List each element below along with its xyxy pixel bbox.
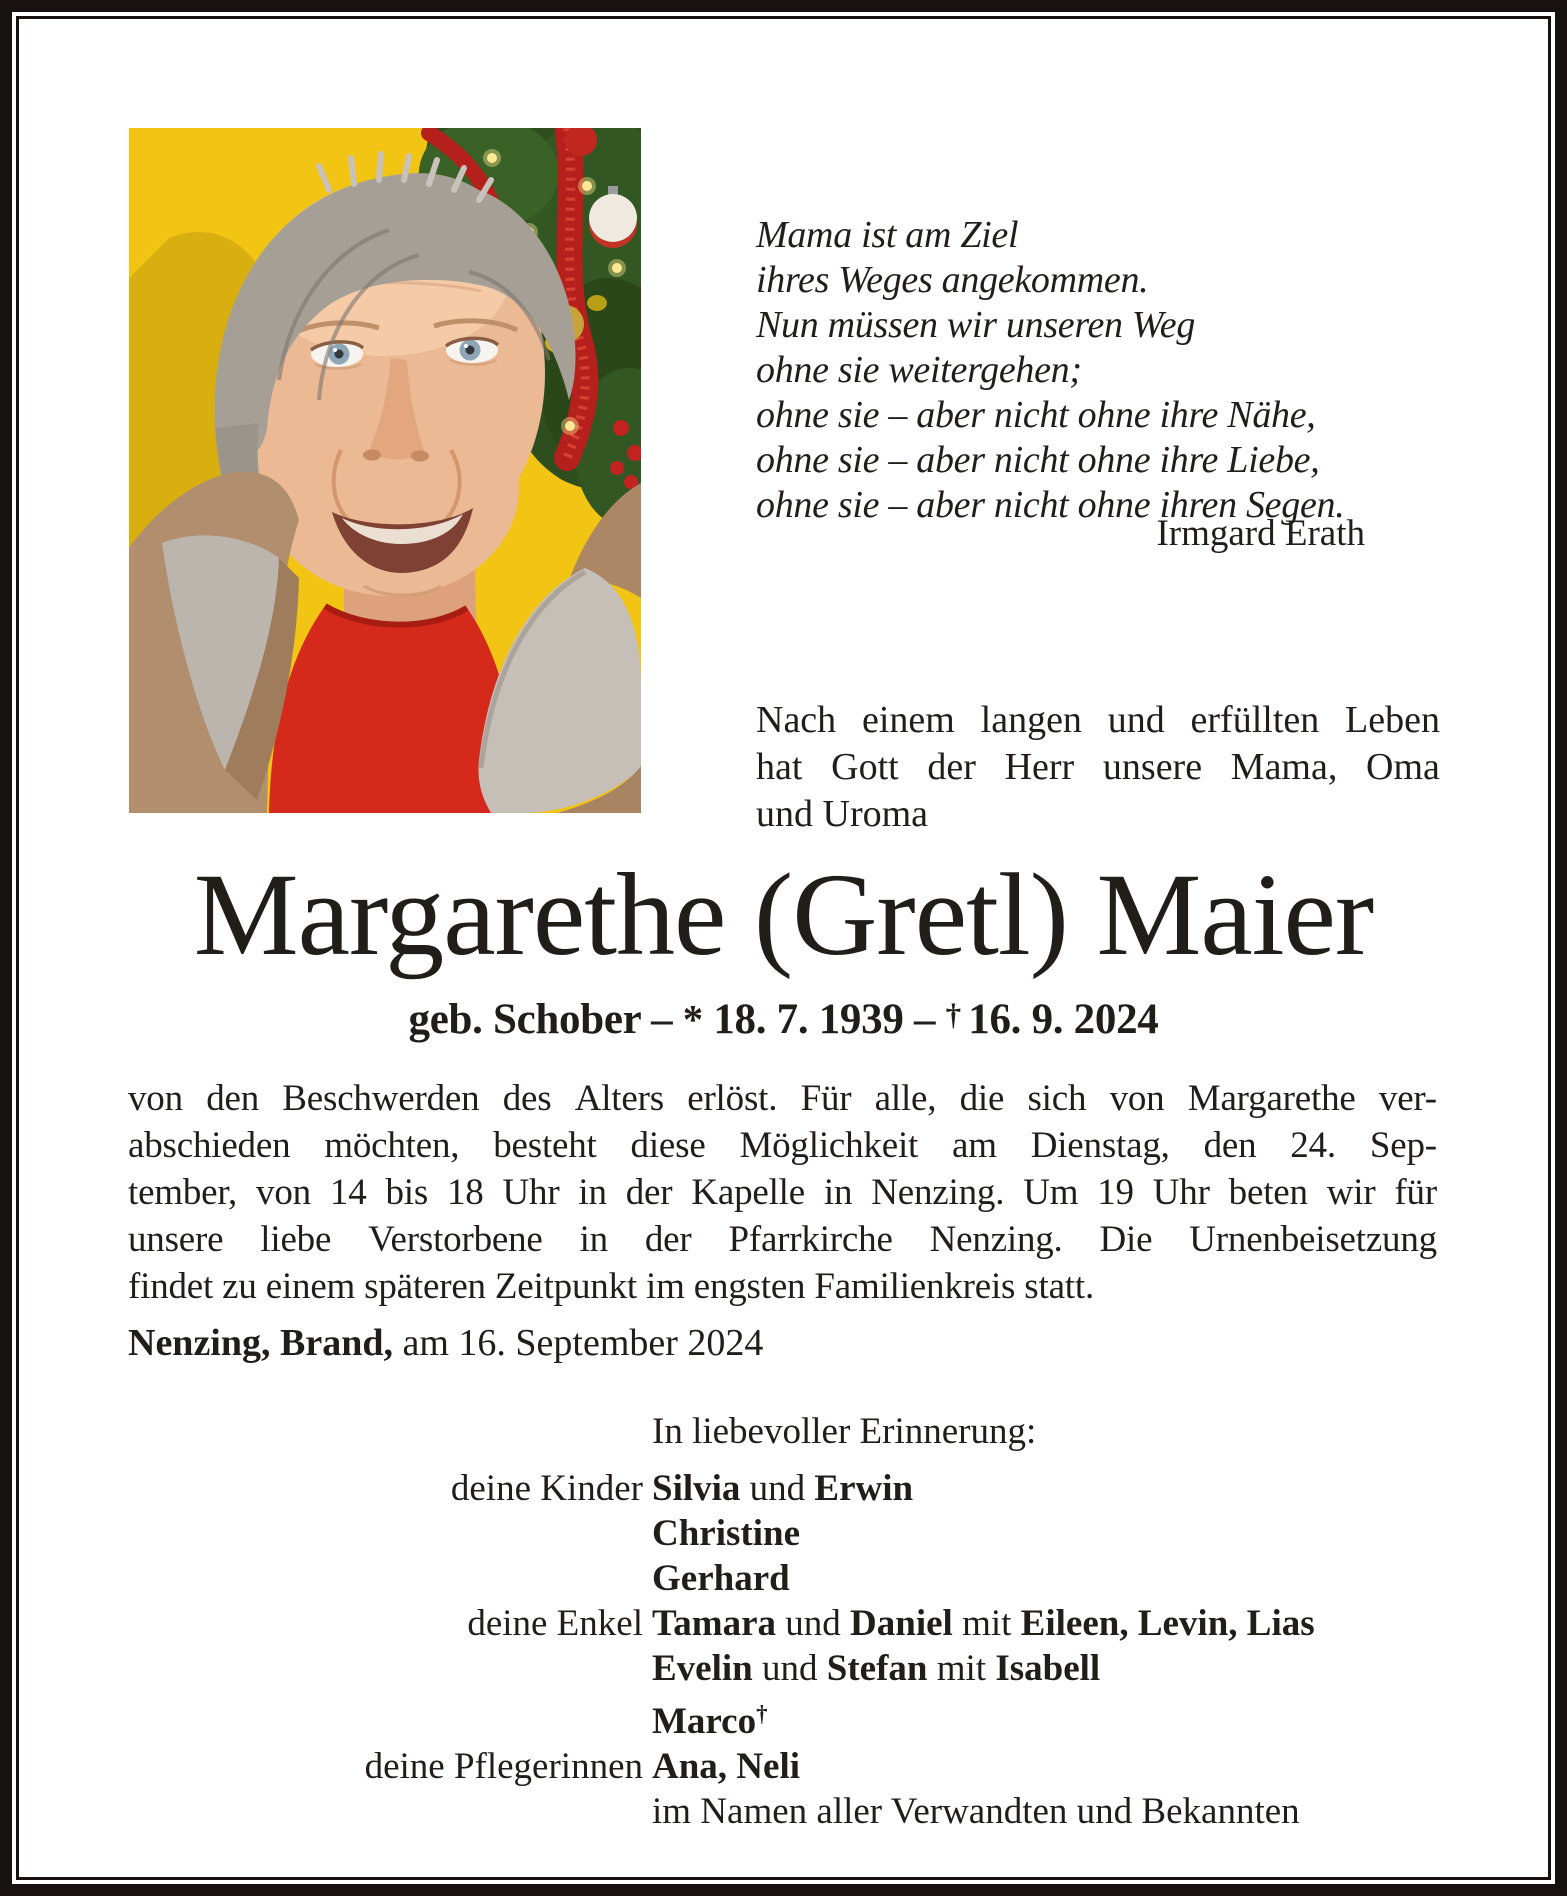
remembrance-row [128,1556,1528,1601]
word: Mama, [1230,746,1338,788]
name-part: Daniel [850,1603,953,1644]
birth-death-line [19,995,1548,1044]
word: Sep- [1369,1125,1437,1166]
connector-text: mit [952,1603,1021,1644]
poem [756,213,1416,528]
connector-text: und [776,1603,851,1644]
word: in [579,1219,608,1260]
word: Beschwerden [282,1078,480,1119]
word: der [625,1172,673,1213]
remembrance-label: deine Pflegerinnen [364,1745,643,1787]
remembrance-label: deine Kinder [450,1468,643,1509]
word: Oma [1366,746,1440,788]
text-line [128,1169,1437,1216]
name-part: Silvia [652,1468,741,1509]
word: von [128,1078,183,1119]
word: die [959,1078,1005,1119]
name-part: † [756,1701,768,1726]
name-part: Gerhard [652,1558,790,1599]
word: erlöst. [687,1078,778,1119]
word: beten [1228,1172,1308,1213]
word: Nach [756,699,837,741]
word: Verstorbene [368,1219,543,1260]
remembrance-names [643,1466,913,1511]
word: Pfarrkirche [728,1219,893,1260]
word: Uhr [1152,1172,1210,1213]
body-paragraph [128,1075,1437,1310]
connector-text: und [752,1648,827,1689]
word: Um [1023,1172,1079,1213]
remembrance-names [643,1789,1300,1834]
word: Dienstag, [1030,1125,1170,1166]
remembrance-names [643,1646,1100,1691]
word: Nenzing. [929,1219,1063,1260]
maiden-name: geb. Schober – [408,996,683,1043]
name-part: Tamara [652,1603,777,1644]
text-line [756,697,1440,744]
connector-text: und [740,1468,815,1509]
word: 14 [329,1172,367,1213]
name-part: Isabell [995,1648,1101,1689]
remembrance-label: deine Enkel [467,1603,643,1644]
remembrance-row [128,1646,1528,1691]
death-cross-symbol: † [945,996,969,1032]
word: und [1107,699,1165,741]
word: möchten, [324,1125,460,1166]
word: der [644,1219,692,1260]
word: alle, [874,1078,937,1119]
connector-text: im Namen aller Verwandten und Bekannten [652,1790,1300,1832]
poem-line: Mama ist am Ziel [756,214,1019,256]
dateline-date: am 16. September 2024 [392,1322,764,1364]
word: Leben [1345,699,1440,741]
word: von [1109,1078,1165,1119]
word: Herr [1004,746,1075,788]
portrait-illustration [129,128,641,813]
poem-line: ohne sie – aber nicht ohne ihren Segen. [756,484,1345,526]
word: den [206,1078,260,1119]
dateline-place: Nenzing, Brand, [128,1322,393,1364]
word: für [1394,1172,1437,1213]
remembrance-names [643,1744,800,1789]
text-line [756,744,1440,791]
word: 24. [1290,1125,1336,1166]
word: abschieden [128,1125,291,1166]
remembrance-row [128,1466,1528,1511]
name-part: Christine [652,1513,800,1554]
remembrance-rows [128,1466,1528,1834]
word: Möglichkeit [739,1125,919,1166]
word: Uhr [502,1172,560,1213]
text-line [128,1122,1437,1169]
birth-date: 18. 7. 1939 [702,996,904,1043]
word: unsere [128,1219,224,1260]
word: Nenzing. [871,1172,1005,1213]
word: den [1203,1125,1257,1166]
connector-text: mit [927,1648,996,1689]
word: der [927,746,976,788]
word: von [256,1172,311,1213]
word: einem [861,699,955,741]
death-date: 16. 9. 2024 [968,996,1159,1043]
remembrance-label [128,1789,643,1834]
poem-line: Nun müssen wir unseren Weg [756,304,1196,346]
remembrance-label [128,1556,643,1601]
remembrance-heading: In liebevoller Erinnerung: [652,1411,1037,1452]
remembrance-names [643,1511,800,1556]
word: des [502,1078,552,1119]
remembrance-names [643,1691,768,1744]
remembrance-row [128,1601,1528,1646]
word: unsere [1102,746,1203,788]
frame-pinstripe [12,12,1555,1884]
remembrance-row [128,1789,1528,1834]
word: in [823,1172,853,1213]
remembrance-label [128,1691,643,1744]
word: bis [385,1172,429,1213]
name-part: Ana, Neli [652,1745,800,1787]
remembrance-row [128,1744,1528,1789]
word: hat [756,746,803,788]
word: Die [1099,1219,1153,1260]
name-part: Evelin [652,1648,753,1689]
word: Alters [574,1078,664,1119]
name-part: Marco [652,1700,757,1742]
remembrance-section [128,1409,1528,1834]
word: erfüllten [1190,699,1320,741]
text-line [128,1075,1437,1122]
intro-text [756,697,1440,838]
word: ver- [1378,1078,1437,1119]
poem-line: ohne sie – aber nicht ohne ihre Nähe, [756,394,1316,436]
word: 18 [446,1172,484,1213]
dateline [128,1321,763,1365]
word: tember, [128,1172,238,1213]
poem-attribution: Irmgard Erath [1156,513,1365,554]
word: diese [630,1125,706,1166]
word: langen [980,699,1082,741]
remembrance-row [128,1511,1528,1556]
remembrance-label [128,1646,643,1691]
birth-star-symbol: * [682,997,703,1042]
frame-inner-border [16,16,1551,1880]
dates-dash: – [903,996,946,1043]
name-part: Eileen, Levin, Lias [1020,1603,1315,1644]
word: Urnenbeisetzung [1189,1219,1437,1260]
obituary-content [19,19,1548,1877]
text-line: und Uroma [756,793,929,835]
word: besteht [493,1125,597,1166]
remembrance-label [128,1511,643,1556]
text-line [128,1216,1437,1263]
word: Für [800,1078,852,1119]
poem-line: ohne sie weitergehen; [756,349,1082,391]
word: Kapelle [691,1172,805,1213]
remembrance-names [643,1556,790,1601]
word: am [952,1125,997,1166]
name-part: Erwin [814,1468,914,1509]
deceased-name: Margarethe (Gretl) Maier [193,849,1374,980]
word: wir [1326,1172,1376,1213]
word: 19 [1097,1172,1134,1213]
remembrance-row [128,1691,1528,1744]
poem-line: ihres Weges angekommen. [756,259,1149,301]
word: sich [1027,1078,1087,1119]
word: Margarethe [1187,1078,1356,1119]
word: in [578,1172,607,1213]
portrait-photo [129,128,641,813]
remembrance-names [643,1601,1315,1646]
poem-line: ohne sie – aber nicht ohne ihre Liebe, [756,439,1320,481]
word: liebe [260,1219,332,1260]
name-part: Stefan [826,1648,928,1689]
word: Gott [831,746,899,788]
text-line: findet zu einem späteren Zeitpunkt im engsten Familienkreis statt. [128,1266,1095,1307]
